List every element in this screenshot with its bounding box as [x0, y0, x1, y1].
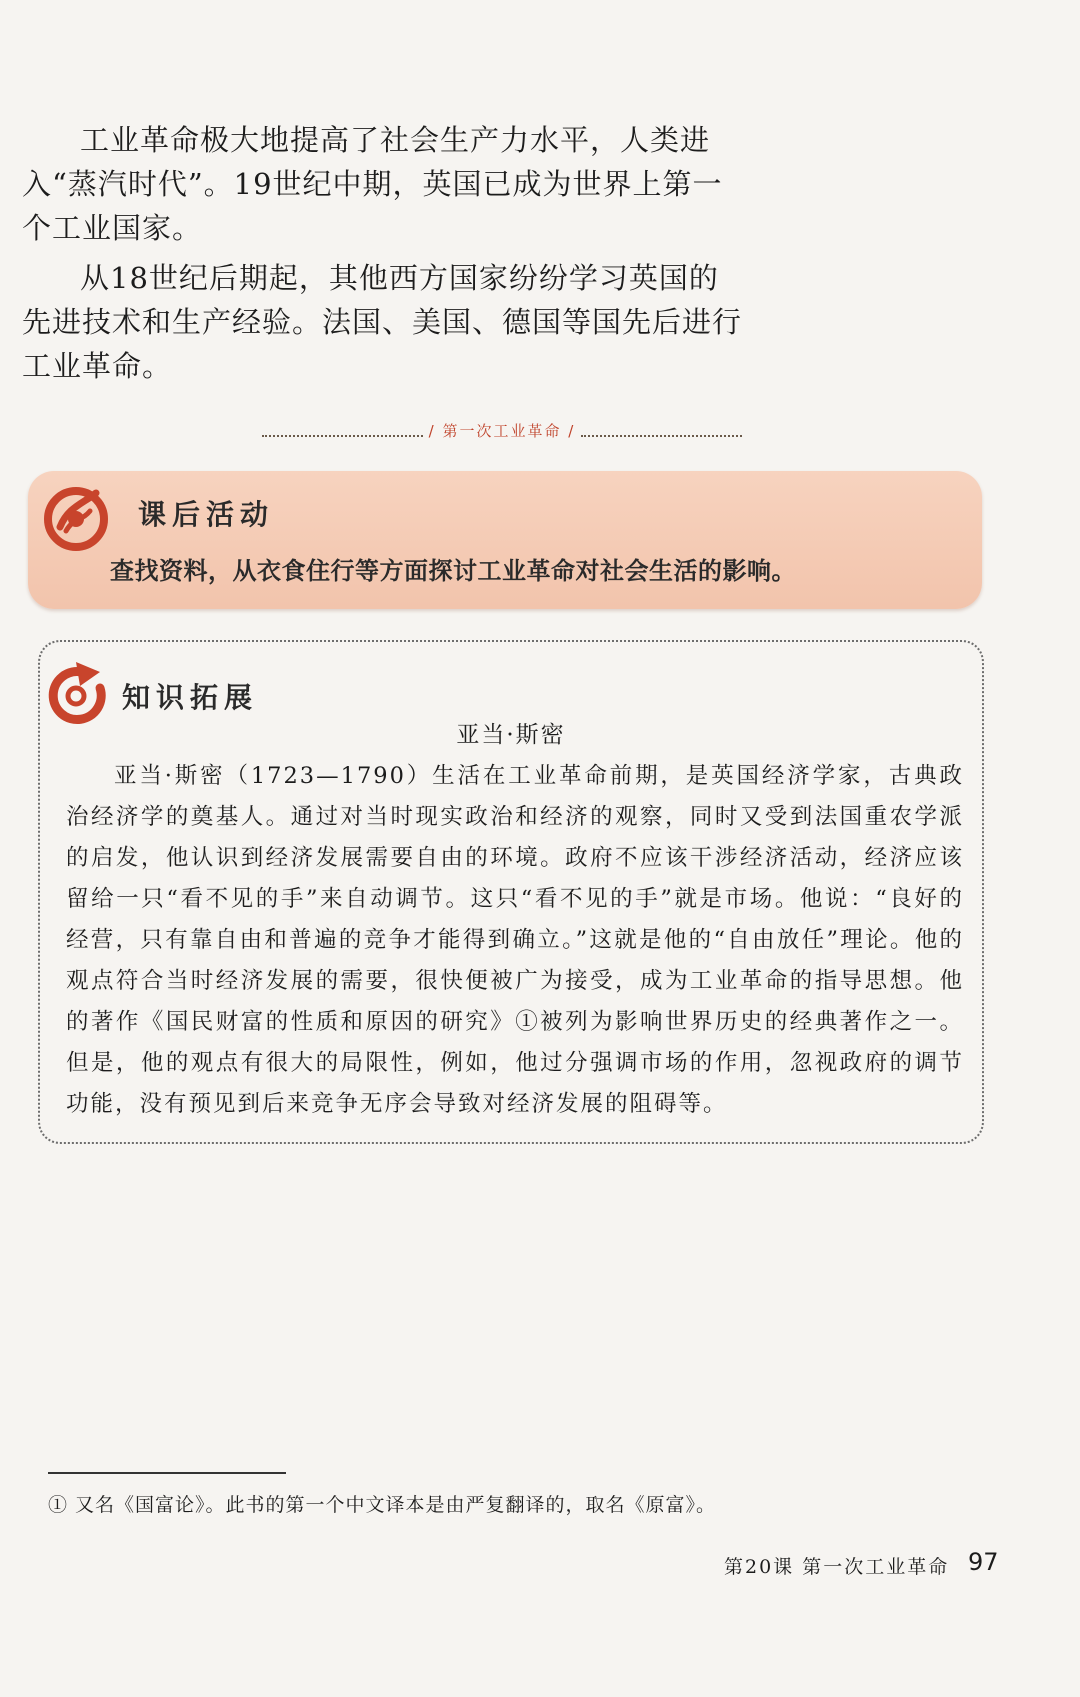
- footnote-rule: [48, 1472, 286, 1474]
- intro-paragraph-2: 从18世纪后期起，其他西方国家纷纷学习英国的先进技术和生产经验。法国、美国、德国等国先后进行工业革命。: [22, 261, 743, 383]
- activity-title: 课后活动: [138, 498, 275, 531]
- intro-text: [22, 118, 742, 394]
- knowledge-extension-box: [38, 640, 984, 1144]
- footnote: ① 又名《国富论》。此书的第一个中文译本是由严复翻译的，取名《原富》。: [48, 1494, 717, 1516]
- footer-lesson-title: 第20课 第一次工业革命: [724, 1556, 950, 1578]
- knowledge-subtitle: 亚当·斯密: [456, 722, 566, 748]
- after-class-activity-box: [28, 471, 982, 609]
- divider-dots-right: [581, 435, 742, 437]
- knowledge-title: 知识拓展: [122, 681, 259, 714]
- divider-dots-left: [262, 435, 423, 437]
- knowledge-body: 亚当·斯密（1723—1790）生活在工业革命前期，是英国经济学家，古典政治经济学的奠基人。通过对当时现实政治和经济的观察，同时又受到法国重农学派的启发，他认识到经济发展需要自由的环境。政府不应该干涉经济活动，经济应该留给一只“看不见的手”来自动调节。这只“看不见的手”就是市场。他说：“良好的经营，只有靠自由和普遍的竞争才能得到确立。”这就是他的“自由放任”理论。他的观点符合当时经济发展的需要，很快便被广为接受，成为工业革命的指导思想。他的著作《国民财富的性质和原因的研究》①被列为影响世界历史的经典著作之一。但是，他的观点有很大的局限性，例如，他过分强调市场的作用，忽视政府的调节功能，没有预见到后来竞争无序会导致对经济发展的阻碍等。: [66, 763, 964, 1117]
- page-number: 97: [968, 1548, 999, 1576]
- intro-paragraph-1: 工业革命极大地提高了社会生产力水平，人类进入“蒸汽时代”。19世纪中期，英国已成为世界上第一个工业国家。: [22, 123, 723, 245]
- activity-swirl-icon: [40, 481, 112, 553]
- running-header-divider: [262, 418, 742, 442]
- divider-label: / 第一次工业革命 /: [428, 421, 576, 440]
- activity-text: 查找资料，从衣食住行等方面探讨工业革命对社会生活的影响。: [110, 557, 796, 585]
